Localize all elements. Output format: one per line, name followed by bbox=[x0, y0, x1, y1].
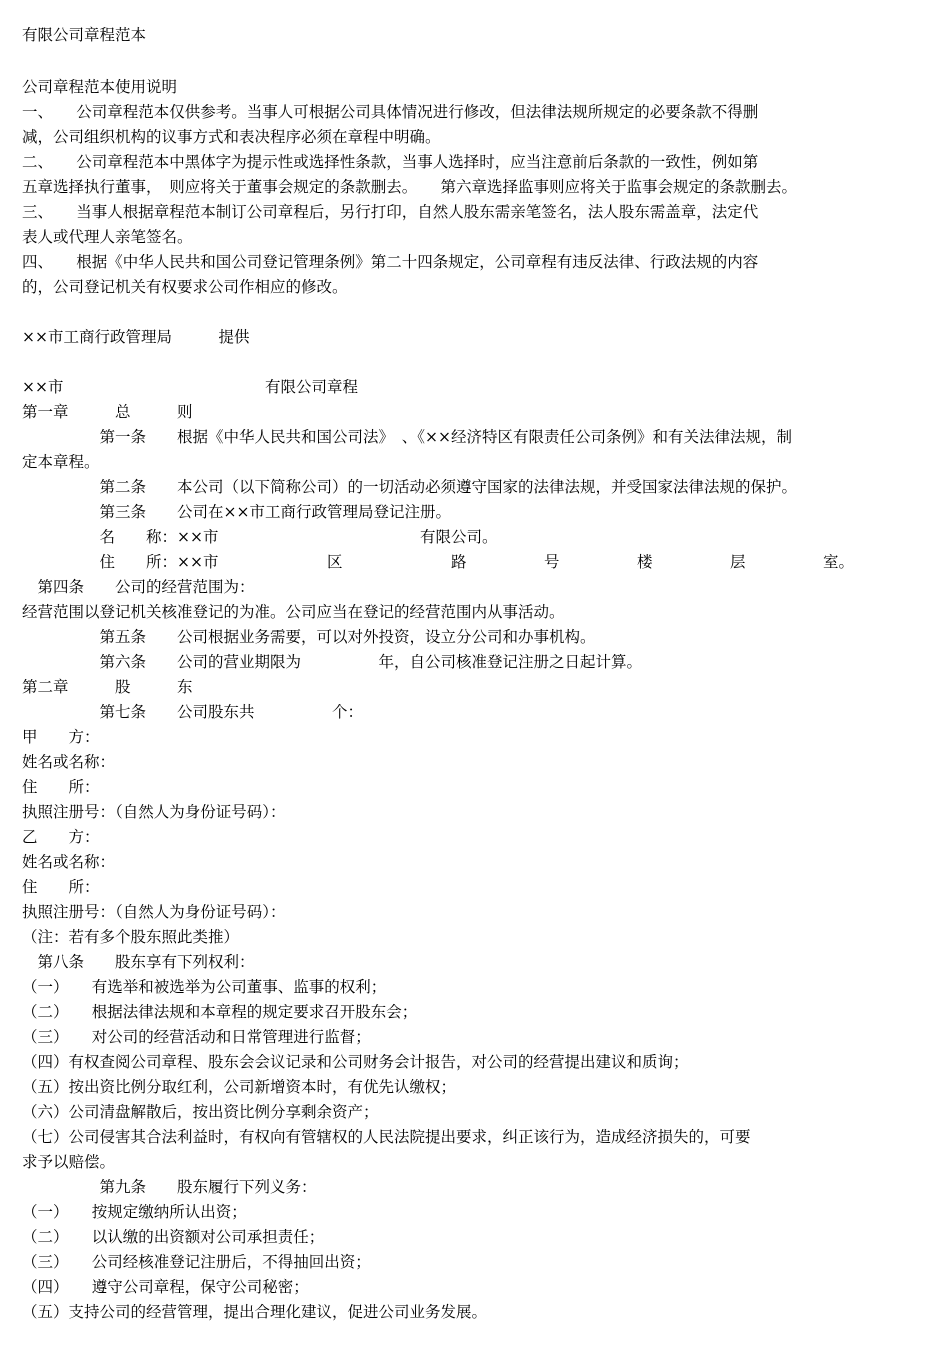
chapter-heading: 第二章 股 东 bbox=[22, 678, 193, 696]
instruction-line: 的，公司登记机关有权要求公司作相应的修改。 bbox=[22, 278, 348, 296]
article-line: 定本章程。 bbox=[22, 453, 100, 471]
article-line: 第五条 公司根据业务需要，可以对外投资，设立分公司和办事机构。 bbox=[22, 628, 596, 646]
list-item: （七）公司侵害其合法利益时，有权向有管辖权的人民法院提出要求，纠正该行为，造成经济损失的，可要 bbox=[22, 1128, 751, 1146]
list-item: （三） 公司经核准登记注册后，不得抽回出资； bbox=[22, 1253, 371, 1271]
article-line: 第六条 公司的营业期限为 年，自公司核准登记注册之日起计算。 bbox=[22, 653, 643, 671]
list-item: （二） 根据法律法规和本章程的规定要求召开股东会； bbox=[22, 1003, 418, 1021]
chapter-heading: 第一章 总 则 bbox=[22, 403, 193, 421]
list-item: （四）有权查阅公司章程、股东会会议记录和公司财务会计报告，对公司的经营提出建议和质询； bbox=[22, 1053, 689, 1071]
list-item: （四） 遵守公司章程，保守公司秘密； bbox=[22, 1278, 309, 1296]
provider-line: ××市工商行政管理局 提供 bbox=[22, 328, 250, 346]
article-line: 第一条 根据《中华人民共和国公司法》 、《××经济特区有限责任公司条例》和有关法律法规，制 bbox=[22, 428, 792, 446]
list-item: （三） 对公司的经营活动和日常管理进行监督； bbox=[22, 1028, 371, 1046]
article-line: 第八条 股东享有下列权利： bbox=[22, 953, 255, 971]
instructions-heading: 公司章程范本使用说明 bbox=[22, 78, 178, 96]
instruction-line: 表人或代理人亲笔签名。 bbox=[22, 228, 193, 246]
list-item: （二） 以认缴的出资额对公司承担责任； bbox=[22, 1228, 325, 1246]
list-item: （一） 按规定缴纳所认出资； bbox=[22, 1203, 247, 1221]
party-field: 姓名或名称： bbox=[22, 753, 116, 771]
list-item: （五）支持公司的经营管理，提出合理化建议，促进公司业务发展。 bbox=[22, 1303, 488, 1321]
article-line: 经营范围以登记机关核准登记的为准。公司应当在登记的经营范围内从事活动。 bbox=[22, 603, 565, 621]
list-item: （一） 有选举和被选举为公司董事、监事的权利； bbox=[22, 978, 387, 996]
party-field: 乙 方： bbox=[22, 828, 100, 846]
company-address-field: 住 所：××市 区 路 号 楼 层 室。 bbox=[22, 553, 854, 571]
instruction-line: 四、 根据《中华人民共和国公司登记管理条例》第二十四条规定，公司章程有违反法律、行政法规的内容 bbox=[22, 253, 759, 271]
instruction-line: 减，公司组织机构的议事方式和表决程序必须在章程中明确。 bbox=[22, 128, 441, 146]
article-line: 第七条 公司股东共 个： bbox=[22, 703, 364, 721]
instruction-line: 三、 当事人根据章程范本制订公司章程后，另行打印，自然人股东需亲笔签名，法人股东需盖章，法定代 bbox=[22, 203, 759, 221]
list-item: 求予以赔偿。 bbox=[22, 1153, 116, 1171]
party-field: 住 所： bbox=[22, 778, 100, 796]
instruction-line: 二、 公司章程范本中黑体字为提示性或选择性条款，当事人选择时，应当注意前后条款的一致性，例如第 bbox=[22, 153, 759, 171]
party-field: 甲 方： bbox=[22, 728, 100, 746]
note-line: （注：若有多个股东照此类推） bbox=[22, 928, 240, 946]
instruction-line: 五章选择执行董事， 则应将关于董事会规定的条款删去。 第六章选择监事则应将关于监事会规定的条款删去。 bbox=[22, 178, 798, 196]
document-title: 有限公司章程范本 bbox=[22, 26, 147, 44]
party-field: 住 所： bbox=[22, 878, 100, 896]
article-line: 第三条 公司在××市工商行政管理局登记注册。 bbox=[22, 503, 451, 521]
party-field: 执照注册号：（自然人为身份证号码）： bbox=[22, 803, 286, 821]
charter-title: ××市 有限公司章程 bbox=[22, 378, 358, 396]
instruction-line: 一、 公司章程范本仅供参考。当事人可根据公司具体情况进行修改，但法律法规所规定的必要条款不得删 bbox=[22, 103, 759, 121]
article-line: 第二条 本公司（以下简称公司）的一切活动必须遵守国家的法律法规，并受国家法律法规的保护。 bbox=[22, 478, 798, 496]
list-item: （六）公司清盘解散后，按出资比例分享剩余资产； bbox=[22, 1103, 379, 1121]
list-item: （五）按出资比例分取红利，公司新增资本时，有优先认缴权； bbox=[22, 1078, 457, 1096]
article-line: 第四条 公司的经营范围为： bbox=[22, 578, 255, 596]
company-name-field: 名 称：××市 有限公司。 bbox=[22, 528, 498, 546]
article-line: 第九条 股东履行下列义务： bbox=[22, 1178, 317, 1196]
party-field: 姓名或名称： bbox=[22, 853, 116, 871]
party-field: 执照注册号：（自然人为身份证号码）： bbox=[22, 903, 286, 921]
